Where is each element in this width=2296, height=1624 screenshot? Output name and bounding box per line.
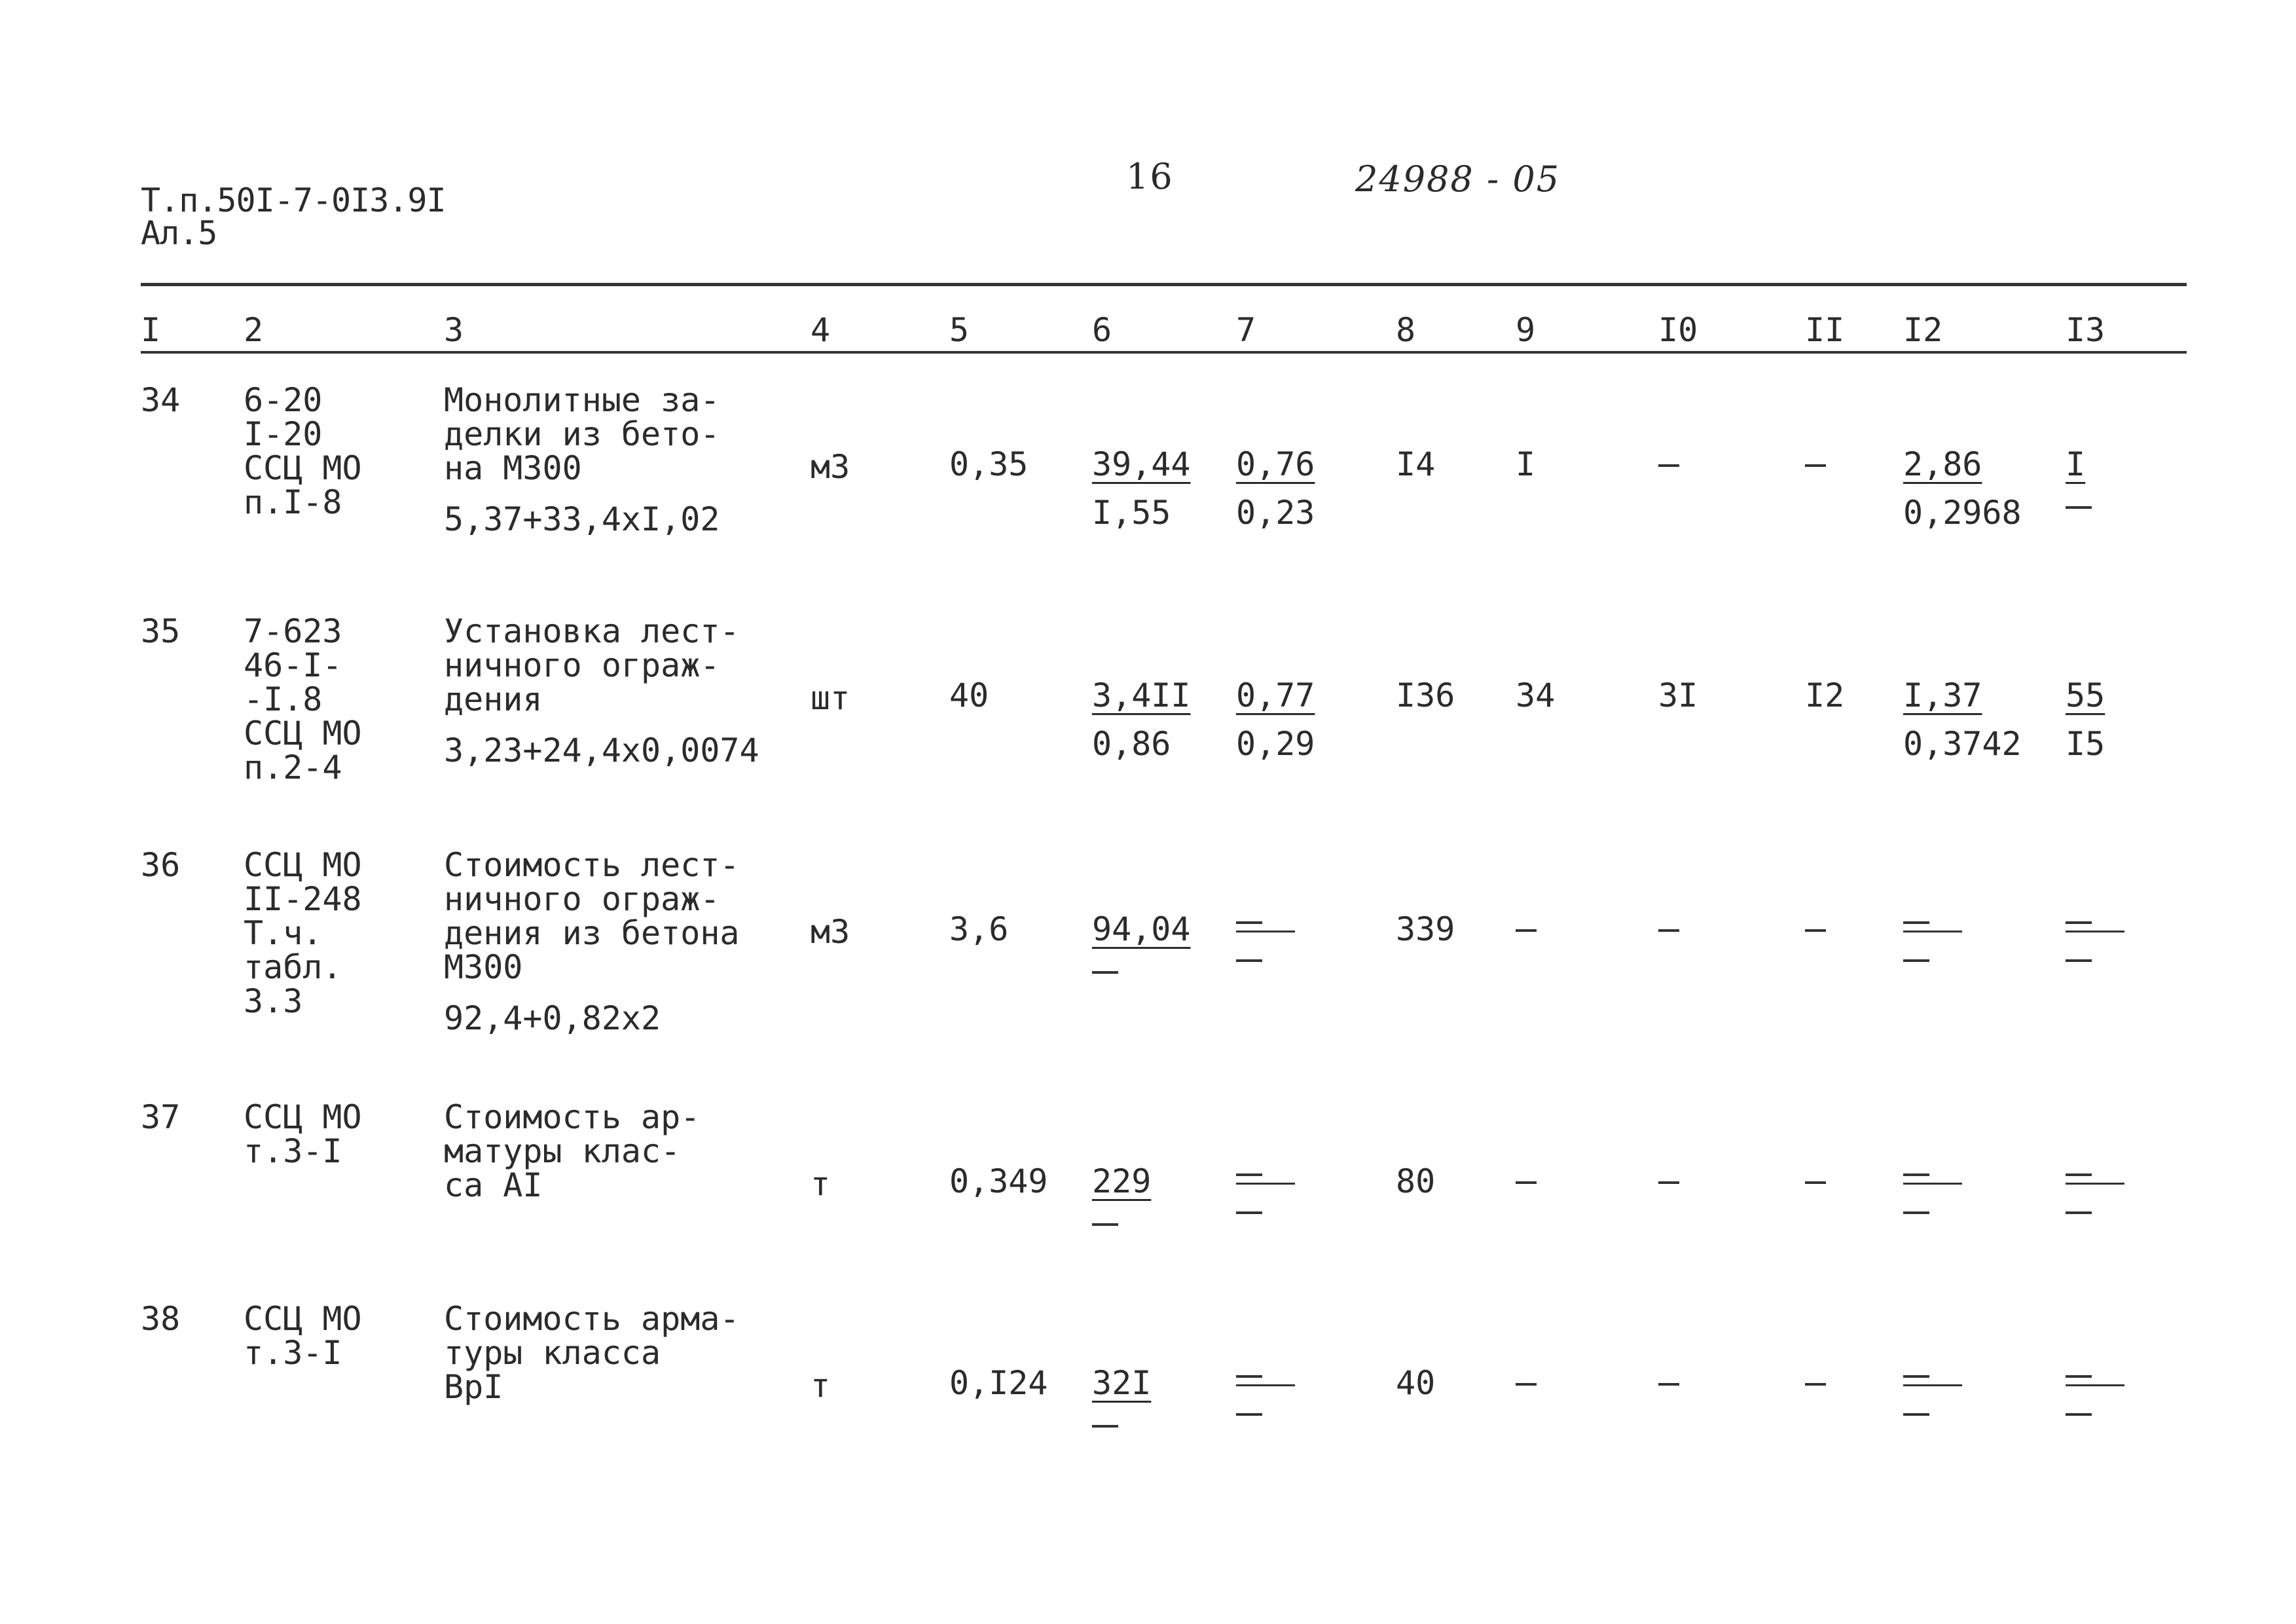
labor-fraction	[1903, 1366, 1929, 1426]
wages-fraction-numerator	[1236, 1164, 1262, 1187]
labor-fraction-numerator	[1903, 912, 1929, 934]
column-header: 6	[1092, 311, 1112, 349]
rate-code-line: -I.8	[244, 680, 323, 718]
labor-total-fraction	[2066, 678, 2105, 761]
wages-fraction	[1236, 1366, 1262, 1426]
unit-cost-fraction-denominator	[1092, 962, 1118, 984]
wages-fraction-denominator	[1236, 1404, 1262, 1426]
work-name-line: Установка лест-	[444, 612, 740, 650]
labor-total-fraction-denominator	[2066, 950, 2092, 972]
col-10-value	[1658, 1366, 1678, 1400]
unit-cost-fraction	[1092, 1366, 1151, 1438]
labor-total-fraction	[2066, 1164, 2092, 1225]
unit-cost-fraction-numerator: 229	[1092, 1162, 1152, 1200]
unit-cost-fraction	[1092, 678, 1191, 761]
rate-code-line: ССЦ МО	[244, 714, 362, 752]
col-10-value: 3I	[1658, 676, 1698, 714]
rate-code-line: 7-623	[244, 612, 342, 650]
unit-cost-fraction-denominator	[1092, 1214, 1118, 1236]
unit-of-measure: шт	[811, 679, 850, 717]
rate-code-line: ССЦ МО	[244, 1300, 362, 1338]
labor-total-fraction-numerator	[2066, 1366, 2092, 1388]
labor-fraction-denominator: 0,3742	[1903, 725, 2022, 763]
col-10-value	[1658, 912, 1678, 946]
labor-fraction-denominator	[1903, 950, 1929, 972]
labor-fraction-numerator: 2,86	[1903, 445, 1982, 483]
column-header: I2	[1903, 311, 1943, 349]
col-11-value	[1805, 1164, 1825, 1198]
header-rule	[141, 351, 2187, 354]
work-name-line: са АI	[444, 1166, 543, 1204]
wages-fraction	[1236, 1164, 1262, 1225]
col-9-value	[1516, 1164, 1535, 1198]
calculation-formula: 92,4+0,82х2	[444, 999, 661, 1037]
column-header: 5	[949, 311, 970, 349]
album-label: Ал.5	[141, 214, 217, 252]
work-name-line: Стоимость лест-	[444, 846, 740, 884]
labor-fraction	[1903, 678, 2022, 761]
handwritten-registration-number: 24988 - 05	[1355, 158, 1561, 200]
total-cost: 40	[1396, 1364, 1436, 1402]
work-name-line: ничного ограж-	[444, 646, 720, 684]
unit-cost-fraction	[1092, 1164, 1151, 1236]
unit-cost-fraction	[1092, 447, 1191, 530]
total-cost: I4	[1396, 445, 1436, 483]
labor-total-fraction-denominator	[2066, 1202, 2092, 1225]
row-number: 34	[141, 381, 181, 419]
work-name-line: Монолитные за-	[444, 381, 720, 419]
column-header: 7	[1236, 311, 1256, 349]
rate-code-line: Т.ч.	[244, 914, 323, 952]
col-9-value: 34	[1516, 676, 1556, 714]
unit-of-measure: т	[811, 1165, 831, 1203]
row-number: 35	[141, 612, 181, 650]
labor-total-fraction-denominator	[2066, 1404, 2092, 1426]
col-11-value	[1805, 912, 1825, 946]
labor-total-fraction-numerator: I	[2066, 445, 2086, 483]
rate-code-line: п.2-4	[244, 748, 342, 786]
wages-fraction-denominator: 0,29	[1236, 725, 1315, 763]
labor-total-fraction	[2066, 447, 2092, 519]
labor-total-fraction	[2066, 1366, 2092, 1426]
wages-fraction	[1236, 447, 1315, 530]
column-header: 9	[1516, 311, 1536, 349]
unit-of-measure: м3	[811, 448, 850, 486]
rate-code-line: ССЦ МО	[244, 846, 362, 884]
work-name-line: Стоимость ар-	[444, 1098, 701, 1136]
labor-total-fraction-denominator: I5	[2066, 725, 2105, 763]
rate-code-line: ССЦ МО	[244, 449, 362, 487]
calculation-formula: 3,23+24,4х0,0074	[444, 731, 759, 769]
rate-code-line: II-248	[244, 880, 362, 918]
labor-fraction	[1903, 1164, 1929, 1225]
col-10-value	[1658, 1164, 1678, 1198]
col-9-value	[1516, 912, 1535, 946]
rate-code-line: табл.	[244, 948, 342, 986]
unit-cost-fraction-denominator: 0,86	[1092, 725, 1171, 763]
unit-of-measure: т	[811, 1367, 831, 1405]
unit-cost-fraction-numerator: 39,44	[1092, 445, 1191, 483]
wages-fraction-numerator: 0,76	[1236, 445, 1315, 483]
work-name-line: матуры клас-	[444, 1132, 681, 1170]
row-number: 38	[141, 1300, 181, 1338]
unit-cost-fraction-denominator: I,55	[1092, 494, 1171, 532]
row-number: 36	[141, 846, 181, 884]
work-name-line: Стоимость арма-	[444, 1300, 740, 1338]
labor-total-fraction	[2066, 912, 2092, 972]
labor-fraction-denominator	[1903, 1202, 1929, 1225]
quantity: 0,I24	[949, 1364, 1048, 1402]
calculation-formula: 5,37+33,4хI,02	[444, 500, 720, 538]
unit-cost-fraction	[1092, 912, 1191, 984]
rate-code-line: 6-20	[244, 381, 323, 419]
wages-fraction-numerator: 0,77	[1236, 676, 1315, 714]
labor-total-fraction-numerator	[2066, 1164, 2092, 1187]
top-rule	[141, 283, 2187, 286]
total-cost: 339	[1396, 910, 1455, 948]
labor-fraction-numerator	[1903, 1366, 1929, 1388]
col-10-value	[1658, 447, 1678, 481]
work-name-line: делки из бето-	[444, 415, 720, 453]
work-name-line: дения из бетона	[444, 914, 740, 952]
unit-cost-fraction-numerator: 3,4II	[1092, 676, 1191, 714]
labor-total-fraction-numerator	[2066, 912, 2092, 934]
work-name-line: ВрI	[444, 1368, 503, 1406]
quantity: 0,35	[949, 445, 1029, 483]
total-cost: 80	[1396, 1162, 1436, 1200]
work-name-line: туры класса	[444, 1334, 661, 1372]
wages-fraction-denominator	[1236, 950, 1262, 972]
column-header: 2	[244, 311, 264, 349]
rate-code-line: 46-I-	[244, 646, 342, 684]
wages-fraction-numerator	[1236, 912, 1262, 934]
wages-fraction	[1236, 912, 1262, 972]
quantity: 3,6	[949, 910, 1009, 948]
labor-fraction	[1903, 912, 1929, 972]
total-cost: I36	[1396, 676, 1455, 714]
rate-code-line: п.I-8	[244, 483, 342, 521]
page-number: 16	[1126, 156, 1174, 197]
col-9-value: I	[1516, 445, 1536, 483]
rate-code-line: I-20	[244, 415, 323, 453]
rate-code-line: 3.3	[244, 982, 303, 1020]
unit-cost-fraction-numerator: 94,04	[1092, 910, 1191, 948]
rate-code-line: т.3-I	[244, 1132, 342, 1170]
quantity: 40	[949, 676, 989, 714]
col-11-value	[1805, 447, 1825, 481]
column-header: 3	[444, 311, 464, 349]
column-header: I3	[2066, 311, 2105, 349]
work-name-line: на М300	[444, 449, 582, 487]
column-header: II	[1805, 311, 1845, 349]
doc-reference: Т.п.50I-7-0I3.9I	[141, 181, 446, 219]
wages-fraction	[1236, 678, 1315, 761]
wages-fraction-denominator	[1236, 1202, 1262, 1225]
work-name-line: ничного ограж-	[444, 880, 720, 918]
unit-of-measure: м3	[811, 913, 850, 951]
labor-fraction-numerator	[1903, 1164, 1929, 1187]
unit-cost-fraction-denominator	[1092, 1416, 1118, 1438]
work-name-line: дения	[444, 680, 543, 718]
labor-total-fraction-denominator	[2066, 497, 2092, 519]
labor-fraction	[1903, 447, 2022, 530]
work-name-line: М300	[444, 948, 523, 986]
rate-code-line: ССЦ МО	[244, 1098, 362, 1136]
col-9-value	[1516, 1366, 1535, 1400]
column-header: I	[141, 311, 161, 349]
rate-code-line: т.3-I	[244, 1334, 342, 1372]
labor-total-fraction-numerator: 55	[2066, 676, 2105, 714]
col-11-value: I2	[1805, 676, 1845, 714]
labor-fraction-denominator	[1903, 1404, 1929, 1426]
quantity: 0,349	[949, 1162, 1048, 1200]
column-header: I0	[1658, 311, 1698, 349]
column-header: 8	[1396, 311, 1416, 349]
row-number: 37	[141, 1098, 181, 1136]
column-header: 4	[811, 311, 831, 349]
labor-fraction-denominator: 0,2968	[1903, 494, 2022, 532]
col-11-value	[1805, 1366, 1825, 1400]
wages-fraction-denominator: 0,23	[1236, 494, 1315, 532]
wages-fraction-numerator	[1236, 1366, 1262, 1388]
unit-cost-fraction-numerator: 32I	[1092, 1364, 1152, 1402]
labor-fraction-numerator: I,37	[1903, 676, 1982, 714]
